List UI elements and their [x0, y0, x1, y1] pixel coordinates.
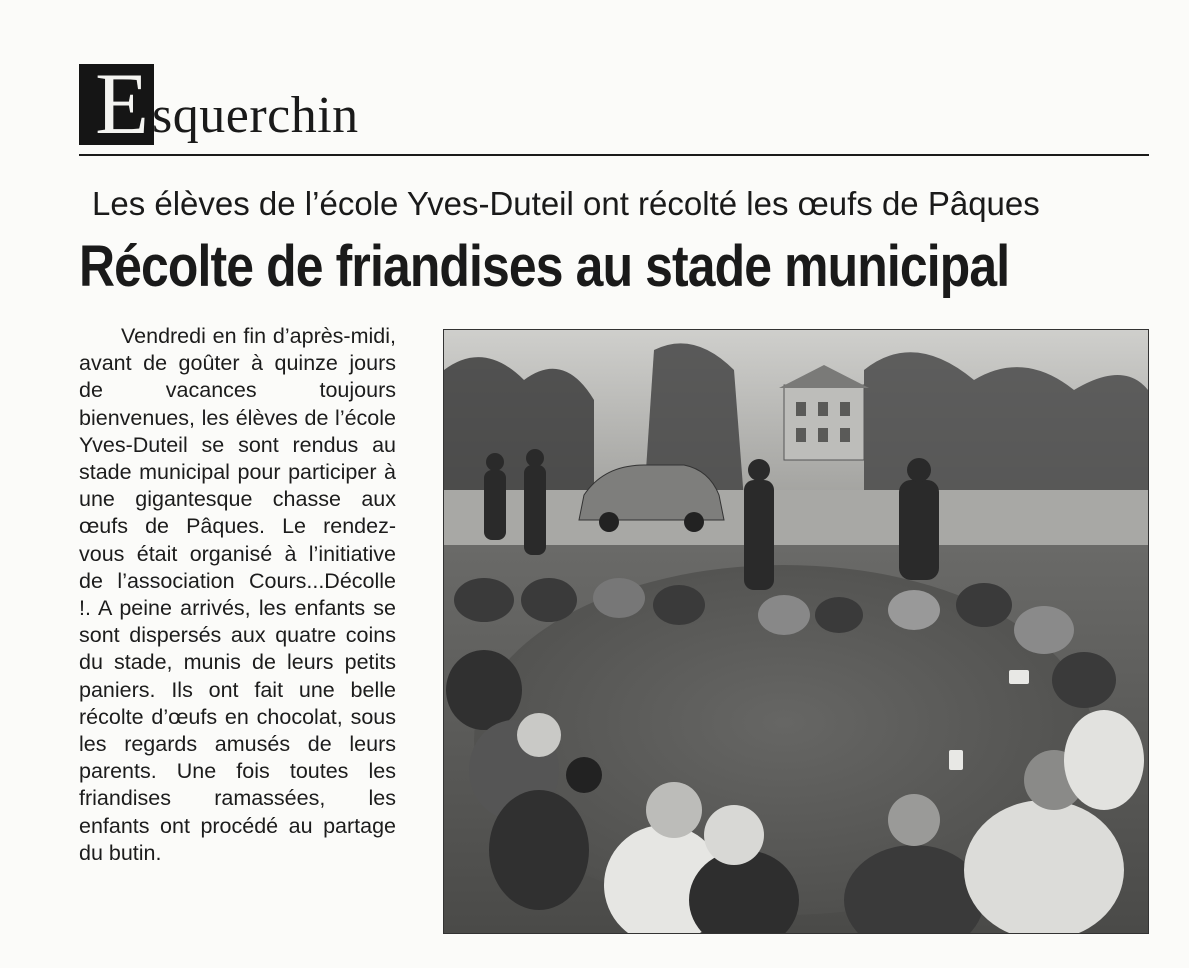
article-photo: [443, 329, 1149, 934]
article-body: Vendredi en fin d’après-midi, avant de goûter à quinze jours de vacances toujours bienvenues, les élèves de l’école Yves-Duteil se sont rendus au stade municipal pour participer à une gigantesque chasse aux œufs de Pâques. Le rendez-vous était organisé à l’initiative de l’association Cours...Décolle !. A peine arrivés, les enfants se sont dispersés aux quatre coins du stade, munis de leurs petits paniers. Ils ont fait une belle récolte d’œufs en chocolat, sous les regards amusés de leurs parents. Une fois toutes les friandises ramassées, les enfants ont procédé au partage du butin.: [79, 324, 396, 865]
kicker-initial: E: [95, 56, 149, 153]
section-rule: [79, 154, 1149, 156]
article-headline: Récolte de friandises au stade municipal: [79, 234, 1010, 299]
photo-children-circle-icon: [444, 330, 1148, 933]
kicker-locality: squerchin: [152, 87, 359, 144]
article-subtitle: Les élèves de l’école Yves-Duteil ont récolté les œufs de Pâques: [92, 185, 1040, 222]
